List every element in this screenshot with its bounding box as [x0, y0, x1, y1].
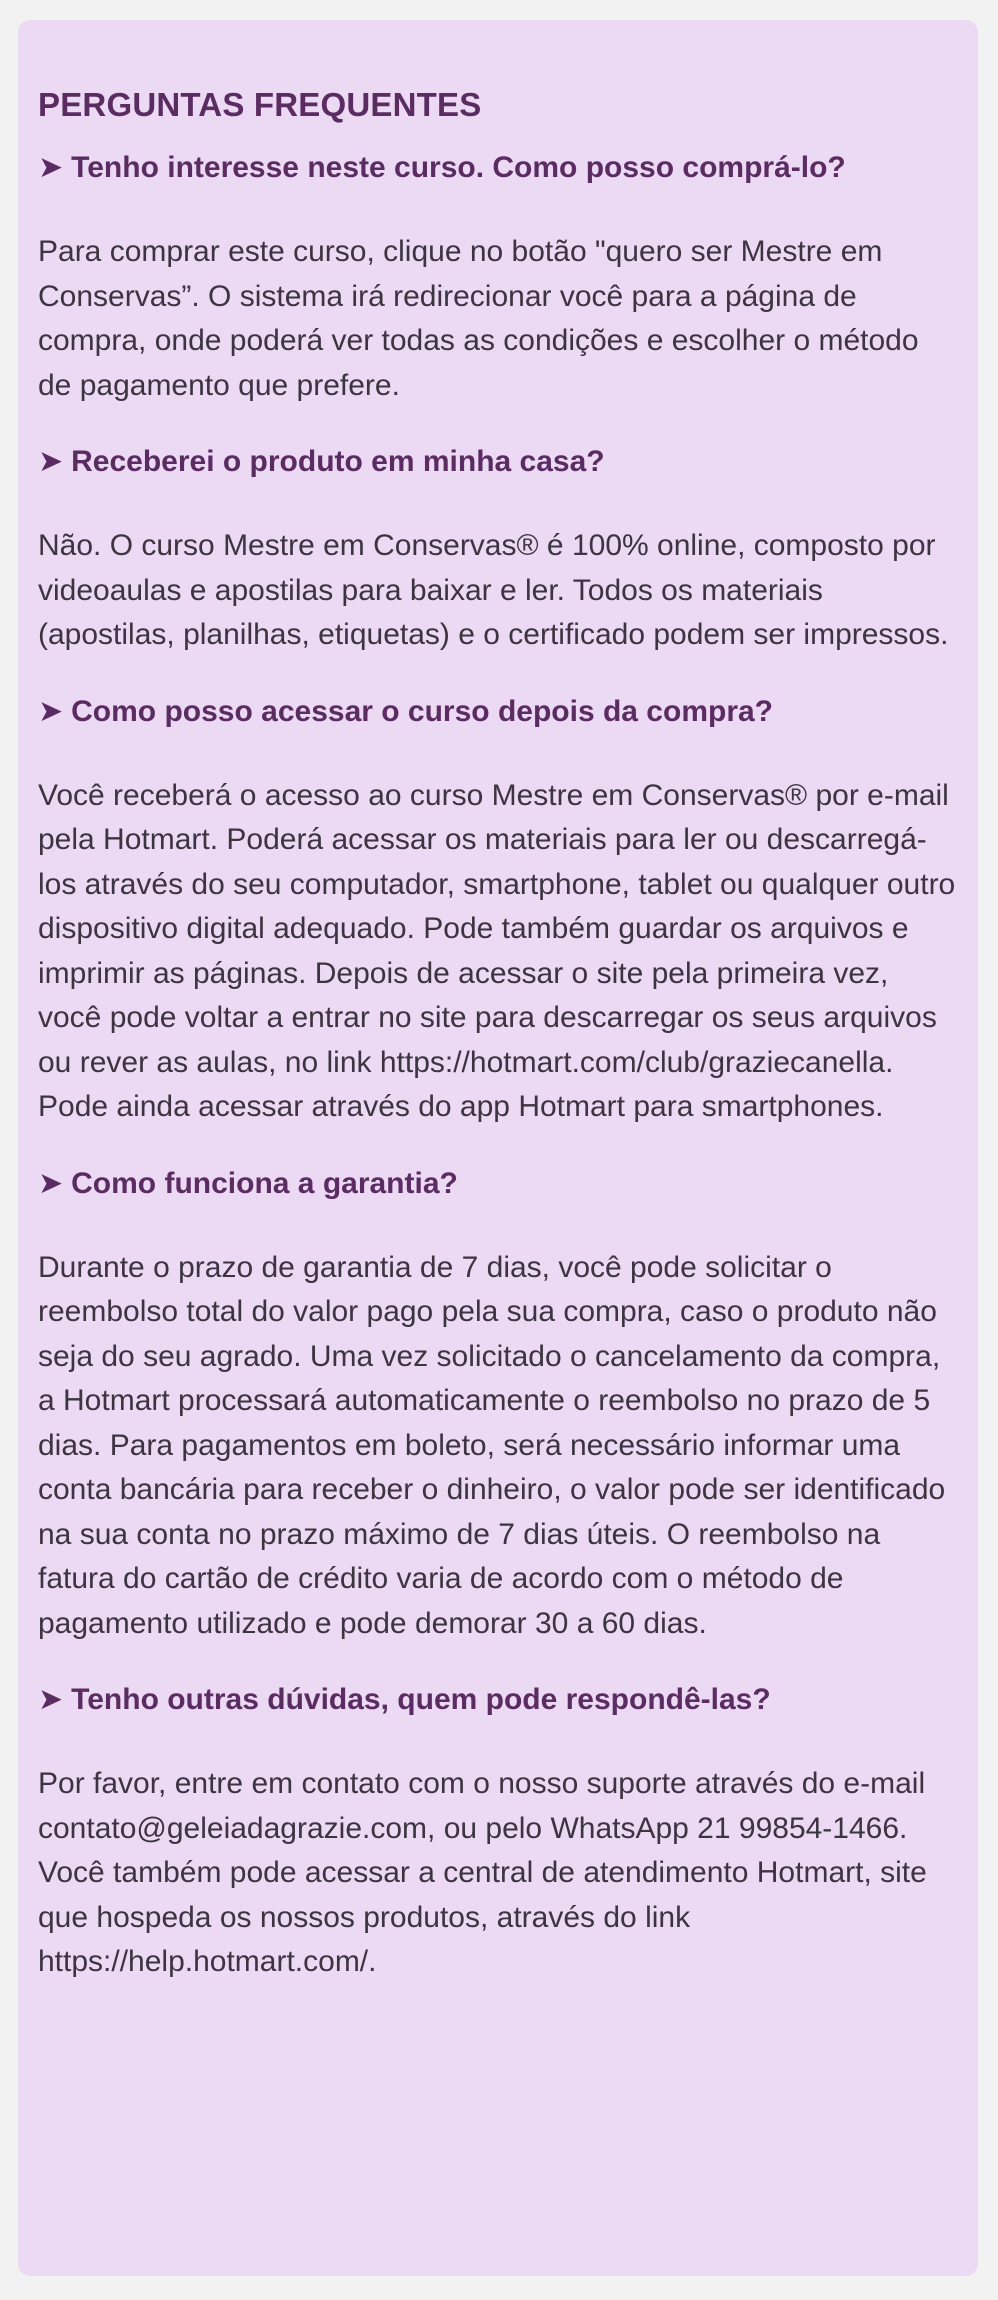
faq-question — [38, 148, 958, 188]
faq-question-text: Como posso acessar o curso depois da compra? — [71, 694, 774, 728]
faq-answer: Durante o prazo de garantia de 7 dias, você pode solicitar o reembolso total do valor pago pela sua compra, caso o produto não seja do seu agrado. Uma vez solicitado o cancelamento da compra, a Hotmart processará automaticamente o reembolso no prazo de 5 dias. Para pagamentos em boleto, será necessário informar uma conta bancária para receber o dinheiro, o valor pode ser identificado na sua conta no prazo máximo de 7 dias úteis. O reembolso na fatura do cartão de crédito varia de acordo com o método de pagamento utilizado e pode demorar 30 a 60 dias. — [38, 1250, 946, 1640]
faq-question — [38, 442, 958, 482]
faq-answer: Para comprar este curso, clique no botão "quero ser Mestre em Conservas”. O sistema irá redirecionar você para a página de compra, onde poderá ver todas as condições e escolher o método de pagamento que prefere. — [38, 235, 919, 402]
faq-answer: Por favor, entre em contato com o nosso suporte através do e-mail contato@geleiadagrazie.com, ou pelo WhatsApp 21 99854-1466. Você também pode acessar a central de atendimento Hotmart, site que hospeda os nossos produtos, através do link https://help.hotmart.com/. — [38, 1767, 927, 1978]
faq-question-text: Receberei o produto em minha casa? — [71, 445, 605, 478]
faq-item — [38, 442, 958, 658]
faq-question-text: Como funciona a garantia? — [71, 1166, 458, 1200]
faq-question — [38, 692, 958, 732]
faq-question-text: Tenho outras dúvidas, quem pode respondê-las? — [71, 1683, 771, 1716]
faq-question — [38, 1680, 958, 1720]
faq-answer: Não. O curso Mestre em Conservas® é 100% online, composto por videoaulas e apostilas para baixar e ler. Todos os materiais (apostilas, planilhas, etiquetas) e o certificado podem ser impressos. — [38, 529, 949, 651]
arrow-right-icon: ➤ — [38, 1166, 64, 1200]
faq-item — [38, 692, 958, 1130]
faq-title: PERGUNTAS FREQUENTES — [38, 86, 482, 123]
arrow-right-icon: ➤ — [38, 151, 64, 184]
faq-question-text: Tenho interesse neste curso. Como posso comprá-lo? — [71, 151, 846, 184]
arrow-right-icon: ➤ — [38, 694, 64, 728]
faq-card — [18, 20, 978, 2276]
arrow-right-icon: ➤ — [38, 1683, 64, 1716]
faq-item — [38, 148, 958, 408]
faq-question — [38, 1164, 958, 1204]
faq-item — [38, 1680, 958, 1985]
faq-answer: Você receberá o acesso ao curso Mestre em Conservas® por e-mail pela Hotmart. Poderá acessar os materiais para ler ou descarregá-los através do seu computador, smartphone, tablet ou qualquer outro dispositivo digital adequado. Pode também guardar os arquivos e imprimir as páginas. Depois de acessar o site pela primeira vez, você pode voltar a entrar no site para descarregar os seus arquivos ou rever as aulas, no link https://hotmart.com/club/graziecanella. Pode ainda acessar através do app Hotmart para smartphones. — [38, 778, 956, 1123]
arrow-right-icon: ➤ — [38, 445, 64, 478]
faq-item — [38, 1164, 958, 1647]
